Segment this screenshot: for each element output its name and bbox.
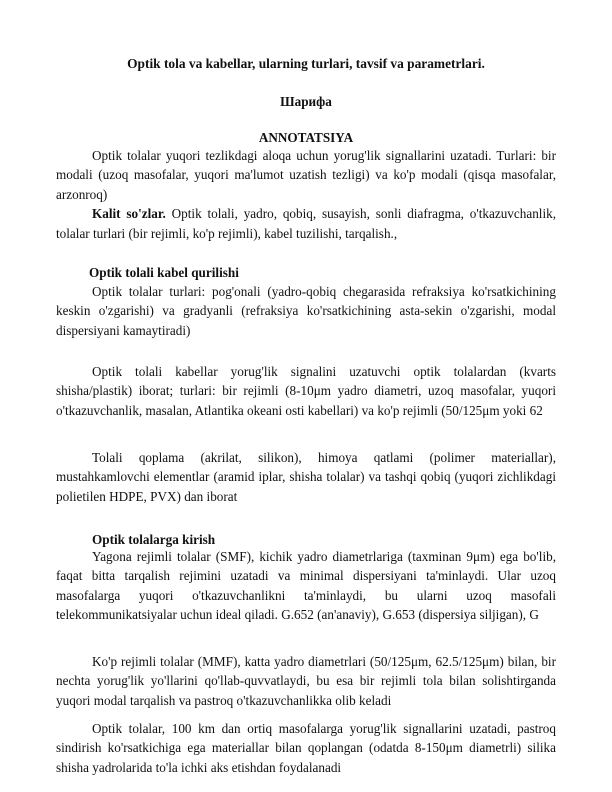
section2-paragraph-3: Optik tolalar, 100 km dan ortiq masofalarga yorug'lik signallarini uzatadi, pastroq sindirish ko'rsatkichiga ega materiallar bilan qoplangan (odatda 8-150μm diametrli) silika shisha yadrolarida to'la ichki aks etishdan foydalanadi: [56, 721, 556, 775]
section1-paragraph-1: Optik tolalar turlari: pog'onali (yadro-qobiq chegarasida refraksiya ko'rsatkichining keskin o'zgarishi) va gradyanli (refraksiya ko'rsatkichining asta-sekin o'zgarishi, modal dispersiyani kamaytiradi): [56, 284, 556, 338]
section2-block-3: [56, 719, 556, 777]
section1-paragraph-3: Tolali qoplama (akrilat, silikon), himoya qatlami (polimer materiallar), mustahkamlovchi elementlar (aramid iplar, shisha tolalar) va tashqi qobiq (yuqori zichlikdagi polietilen HDPE, PVX) dan iborat: [56, 450, 556, 504]
document-title: Optik tola va kabellar, ularning turlari, tavsif va parametrlari.: [127, 56, 485, 71]
section2-paragraph-2: Ko'p rejimli tolalar (MMF), katta yadro diametrlari (50/125μm, 62.5/125μm) bilan, bir nechta yorug'lik yo'llarini qo'llab-quvvatlaydi, bu esa bir rejimli tola bilan solishtirganda yuqori modal tarqalish va pastroq o'tkazuvchanlikka olib keladi: [56, 654, 556, 708]
section2-paragraph-1: Yagona rejimli tolalar (SMF), kichik yadro diametrlariga (taxminan 9μm) ega bo'lib, faqat bitta tarqalish rejimini uzatadi va minimal dispersiyani ta'minlaydi. Ular uzoq masofalarga yuqori o'tkazuvchanlikni ta'minlaydi, bu ularni uzoq masofali telekommunikatsiyalar uchun ideal qiladi. G.652 (an'anaviy), G.653 (dispersiya siljigan), G: [56, 549, 556, 623]
section1-heading: Optik tolali kabel qurilishi: [89, 265, 239, 280]
section2-block-2: [56, 652, 556, 710]
keywords-paragraph: [56, 204, 556, 243]
keywords-label: Kalit so'zlar.: [92, 206, 166, 222]
section2-heading: Optik tolalarga kirish: [92, 532, 216, 547]
keywords-text: Optik tolali, yadro, qobiq, susayish, sonli diafragma, o'tkazuvchanlik, tolalar turlari (bir rejimli, ko'p rejimli), kabel tuzilishi, tarqalish.,: [56, 206, 557, 241]
author-name: Шарифа: [280, 94, 332, 109]
section1-block: [56, 282, 556, 340]
abstract-block: [56, 146, 556, 243]
section1-block-2: [56, 362, 556, 420]
abstract-heading: ANNOTATSIYA: [258, 130, 354, 145]
abstract-text: Optik tolalar yuqori tezlikdagi aloqa uchun yorug'lik signallarini uzatadi. Turlari: bir modali (uzoq masofalar, yuqori ma'lumot uzatish tezligi) va ko'p modali (qisqa masofalar, arzonroq): [56, 148, 556, 202]
section2-block: [56, 547, 556, 625]
section1-block-3: [56, 448, 556, 506]
section1-paragraph-2: Optik tolali kabellar yorug'lik signalini uzatuvchi optik tolalardan (kvarts shisha/plastik) iborat; turlari: bir rejimli (8-10μm yadro diametri, uzoq masofalar, yuqori o'tkazuvchanlik, masalan, Atlantika okeani osti kabellari) va ko'p rejimli (50/125μm yoki 62: [56, 364, 556, 418]
